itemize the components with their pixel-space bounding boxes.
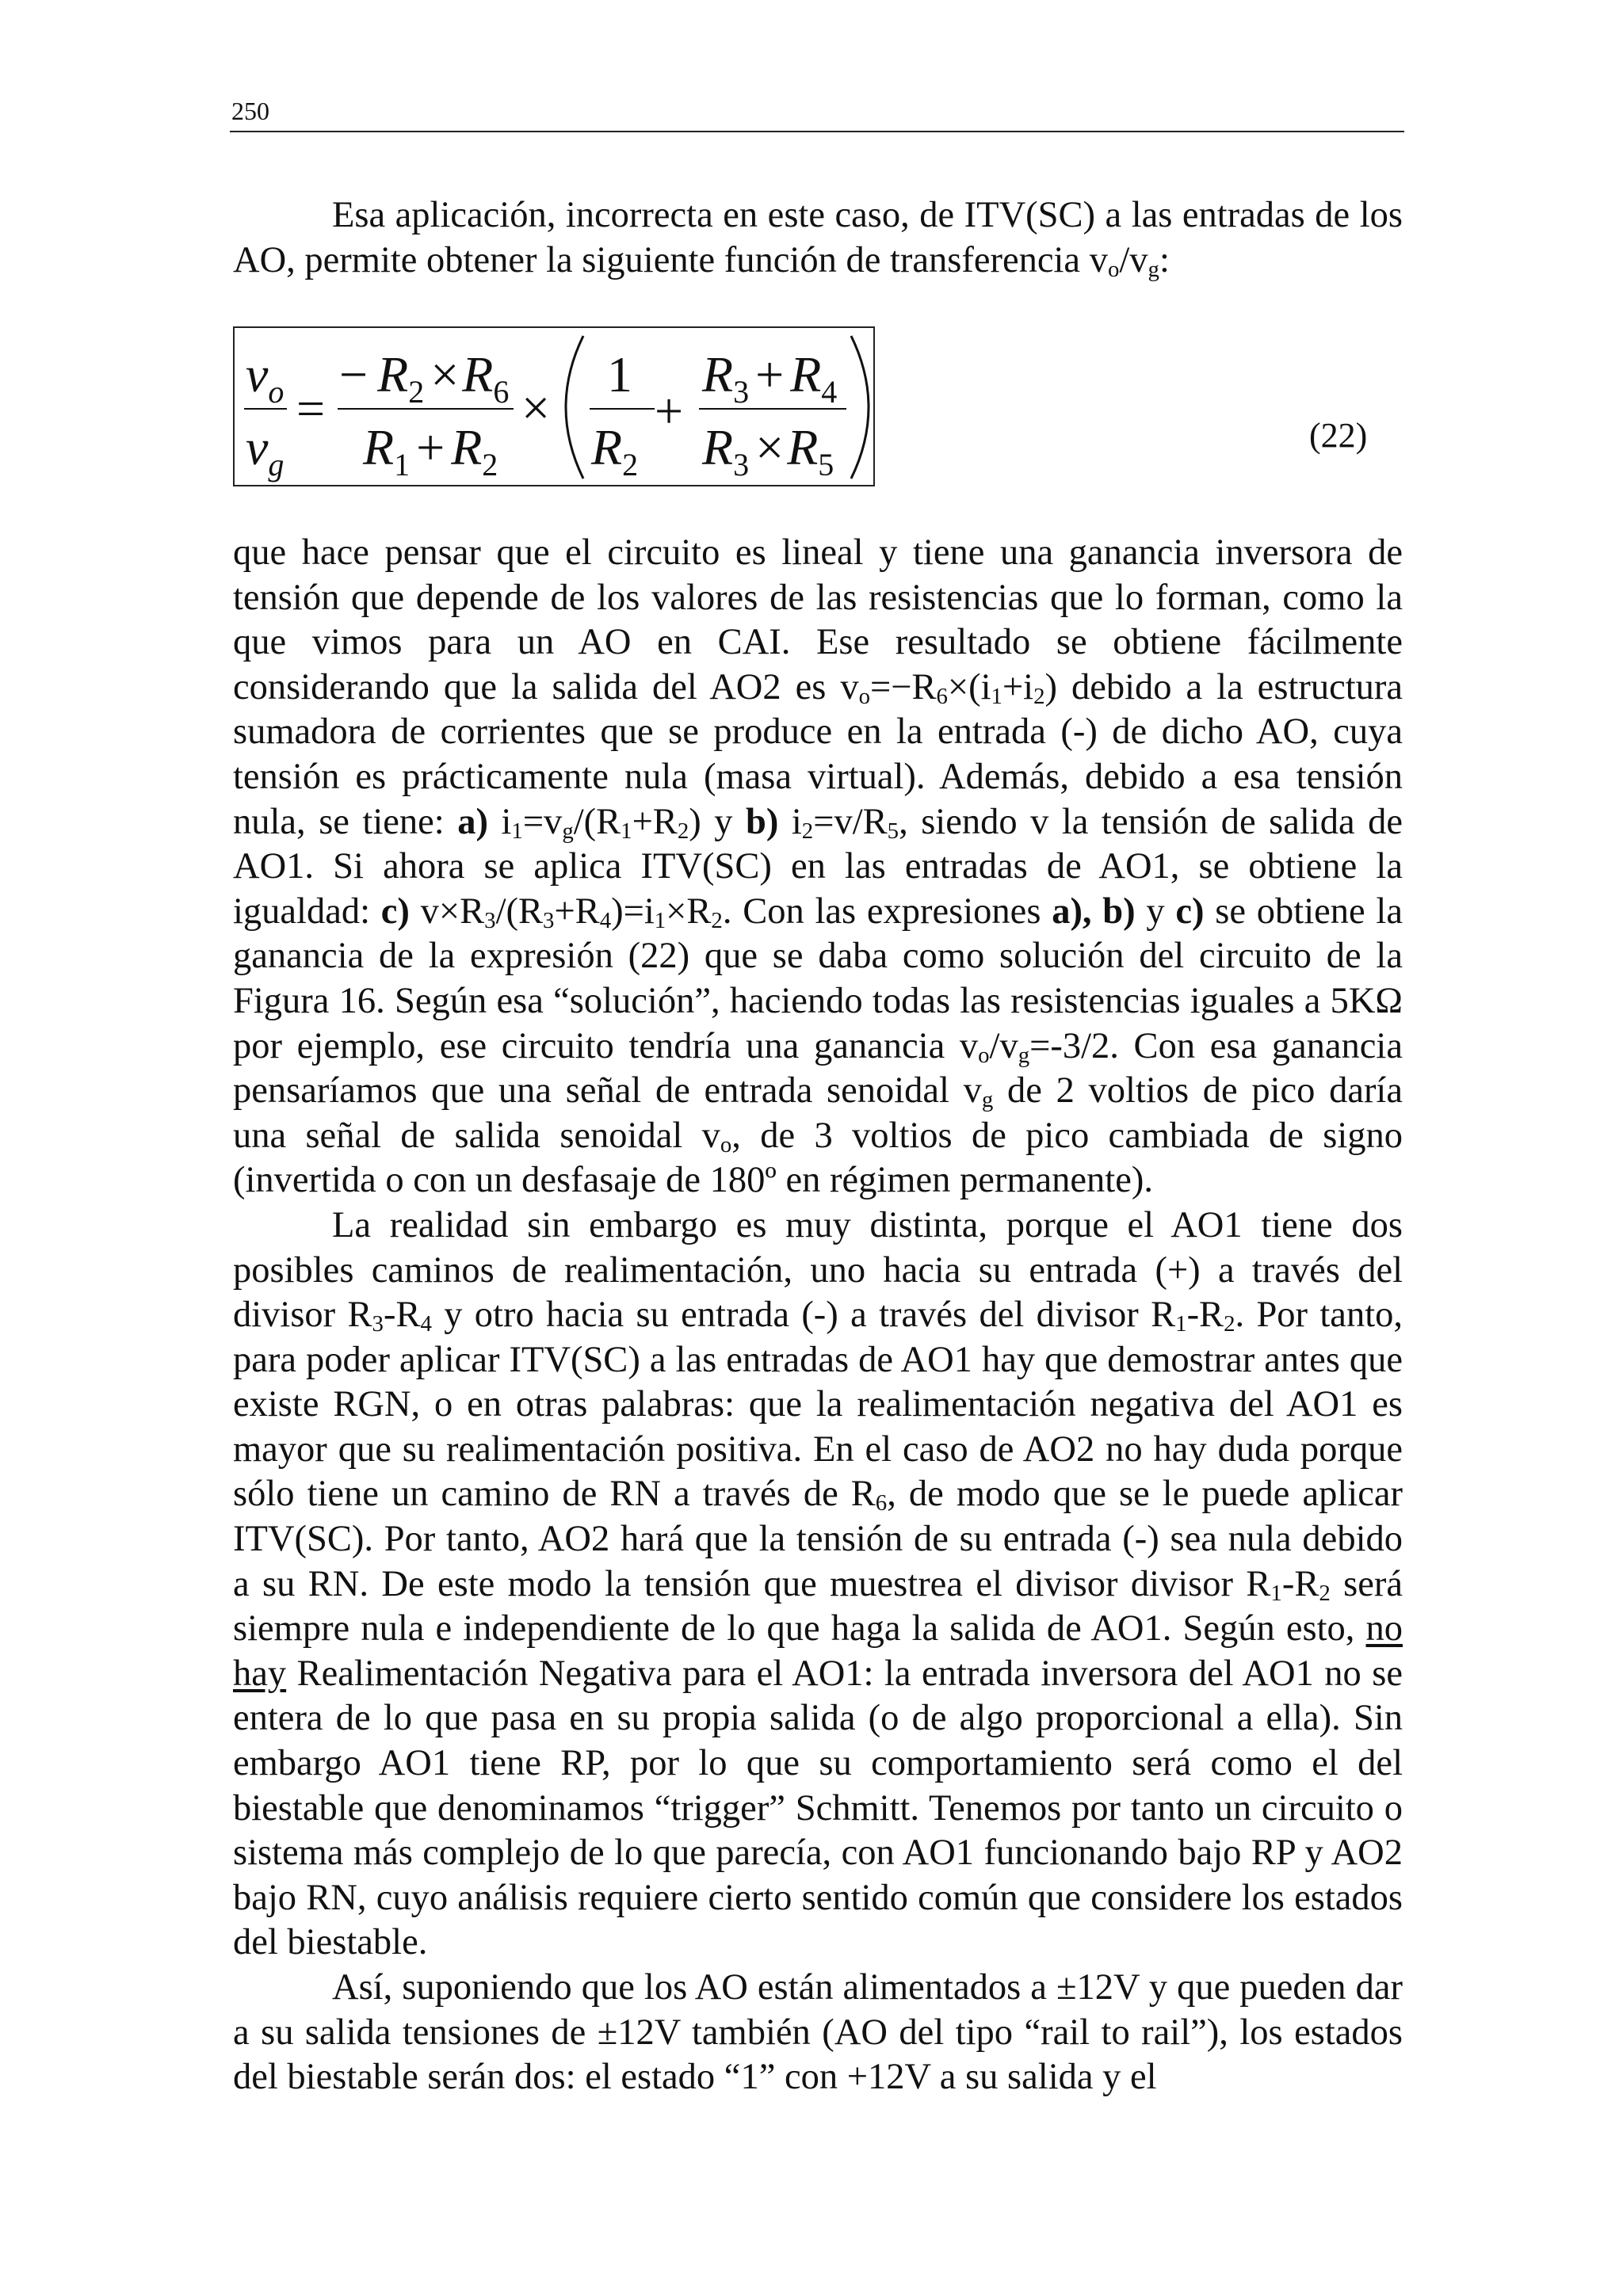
text-run: +R [554,891,600,932]
subscript: 1 [654,907,666,933]
subscript: 2 [1319,1580,1331,1606]
subscript: 1 [511,818,523,844]
text-run: y [1135,891,1176,932]
text-run: +R [632,801,678,842]
underlined-text: no hay [233,1608,1403,1694]
subscript: 2 [801,818,814,844]
subscript: o [1107,256,1120,282]
text-run: , de 3 voltios de pico cambiada de signo (invertida o con un desfasaje de 180º en régimen permanente). [233,1115,1403,1201]
text-run: : [1159,239,1170,280]
subscript: g [981,1086,994,1112]
bold-label: a) [457,801,488,842]
intro-paragraph [233,193,1403,283]
text-run: La realidad sin embargo es muy distinta, porque el AO1 tiene dos posibles caminos de realimentación, uno hacia su entrada (+) a través del divisor R [233,1204,1403,1336]
subscript: 1 [1175,1310,1187,1337]
text-run: /(R [495,891,544,932]
bold-label: c) [1175,891,1205,932]
subscript: 2 [677,818,689,844]
text-run: Realimentación Negativa para el AO1: la entrada inversora del AO1 no se entera de lo que pasa en su propia salida (o de algo proporcional a ella). Sin embargo AO1 tiene RP, por lo que su comportamiento será como el del biestable que denominamos “trigger” Schmitt. Tenemos por tanto un circuito o sistema más complejo de lo que parecía, con AO1 funcionando bajo RP y AO2 bajo RN, cuyo análisis requiere cierto sentido común que considere los estados del biestable. [233,1653,1403,1963]
subscript: 4 [420,1310,432,1337]
eq-equals: = [296,380,326,437]
main-text [233,531,1403,2100]
page-number: 250 [231,97,269,125]
text-run: Esa aplicación, incorrecta en este caso, de ITV(SC) a las entradas de los AO, permite obtener la siguiente función de transferencia v [233,195,1403,280]
eq-lhs-den: $v_g$ [246,419,285,482]
subscript: 2 [1224,1310,1235,1337]
bold-label: a), b) [1052,891,1136,932]
text-run: /v [989,1025,1018,1066]
subscript: g [1148,256,1159,282]
transfer-function-equation [235,328,873,485]
text-run: ×(i [947,666,991,707]
text-run: -R [383,1295,421,1336]
eq-frac2-num: 1 [607,346,632,402]
subscript: 1 [991,683,1002,709]
eq-frac1-num: − $R_2 \times R_6$ [339,346,510,410]
subscript: 5 [887,818,899,844]
subscript: 2 [711,907,723,933]
header-rule [230,131,1404,132]
subscript: o [720,1131,732,1158]
text-run: =v [522,801,563,842]
text-run: será siempre nula e independiente de lo que haga la salida de AO1. Según esto, [233,1563,1403,1650]
subscript: 4 [599,907,612,933]
eq-frac1-den: $R_1 + R_2$ [363,419,498,482]
body-paragraph [233,1966,1403,2100]
text-run: se obtiene la ganancia de la expresión (22) que se daba como solución del circuito de la Figura 16. Según esa “solución”, haciendo todas las resistencias iguales a 5KΩ por ejemplo, ese circuito tendría una ganancia v [233,891,1403,1066]
equation-number: (22) [1309,416,1368,455]
text-run: que hace pensar que el circuito es lineal y tiene una ganancia inversora de tensión que depende de los valores de las resistencias que lo forman, como la que vimos para un AO en CAI. Ese resultado se obtiene fácilmente considerando que la salida del AO2 es v [233,532,1403,707]
subscript: 3 [484,907,496,933]
subscript: 3 [372,1310,384,1337]
text-run: ×R [666,891,712,932]
body-paragraph [233,531,1403,1203]
text-run: )=i [611,891,655,932]
text-run: , de modo que se le puede aplicar ITV(SC). Por tanto, AO2 hará que la tensión de su entrada (-) sea nula debido a su RN. De este modo la tensión que muestrea el divisor divisor R [233,1474,1403,1604]
bold-label: b) [746,801,779,842]
text-run: ) debido a la estructura sumadora de corrientes que se produce en la entrada (-) de dicho AO, cuya tensión es prácticamente nula (masa virtual). Además, debido a esa tensión nula, se tiene: [233,666,1403,842]
text-run: v×R [409,891,485,932]
bold-label: c) [380,891,410,932]
eq-frac3-den: $R_3 \times R_5$ [702,419,834,482]
text-run: =-3/2. Con esa ganancia pensaríamos que una señal de entrada senoidal v [233,1025,1403,1112]
text-run: /(R [573,801,621,842]
text-run: y otro hacia su entrada (-) a través del divisor R [431,1295,1176,1336]
equation-box [233,326,875,486]
text-run: . Por tanto, para poder aplicar ITV(SC) a las entradas de AO1 hay que demostrar antes que existe RGN, o en otras palabras: que la realimentación negativa del AO1 es mayor que su realimentación positiva. En el caso de AO2 no hay duda porque sólo tiene un camino de RN a través de R [233,1295,1403,1515]
text-run: , siendo v la tensión de salida de AO1. Si ahora se aplica ITV(SC) en las entradas de AO1, se obtiene la igualdad: [233,801,1403,932]
subscript: g [1018,1042,1030,1068]
text-run: -R [1281,1563,1319,1604]
text-run: +i [1002,666,1034,707]
text-run: i [487,801,512,842]
text-run: . Con las expresiones [722,891,1052,932]
subscript: 2 [1033,683,1045,709]
text-run: =−R [870,666,937,707]
text-run: =v/R [813,801,888,842]
text-run: de 2 voltios de pico daría una señal de salida senoidal v [233,1070,1403,1156]
intro-text [233,193,1403,283]
eq-plus: + [655,383,684,439]
text-run: ) y [689,801,746,842]
subscript: 1 [621,818,632,844]
subscript: 6 [875,1490,888,1516]
subscript: o [858,683,870,709]
eq-times: × [521,379,551,436]
eq-lhs-num: $v_o$ [246,346,285,410]
eq-right-paren [851,336,869,479]
text-run: -R [1186,1295,1224,1336]
text-run: i [778,801,802,842]
body-paragraph [233,1203,1403,1966]
subscript: g [562,818,574,844]
subscript: 3 [543,907,555,933]
text-run: Así, suponiendo que los AO están alimentados a ±12V y que pueden dar a su salida tensiones de ±12V también (AO del tipo “rail to rail”), los estados del biestable serán dos: el estado “1” con +12V a su salida y el [233,1967,1403,2098]
text-run: /v [1119,239,1148,280]
subscript: 1 [1270,1580,1282,1606]
eq-frac3-num: $R_3 + R_4$ [702,346,838,410]
subscript: 6 [936,683,948,709]
eq-left-paren [566,336,583,479]
eq-frac2-den: $R_2$ [591,419,639,482]
subscript: o [978,1042,990,1068]
